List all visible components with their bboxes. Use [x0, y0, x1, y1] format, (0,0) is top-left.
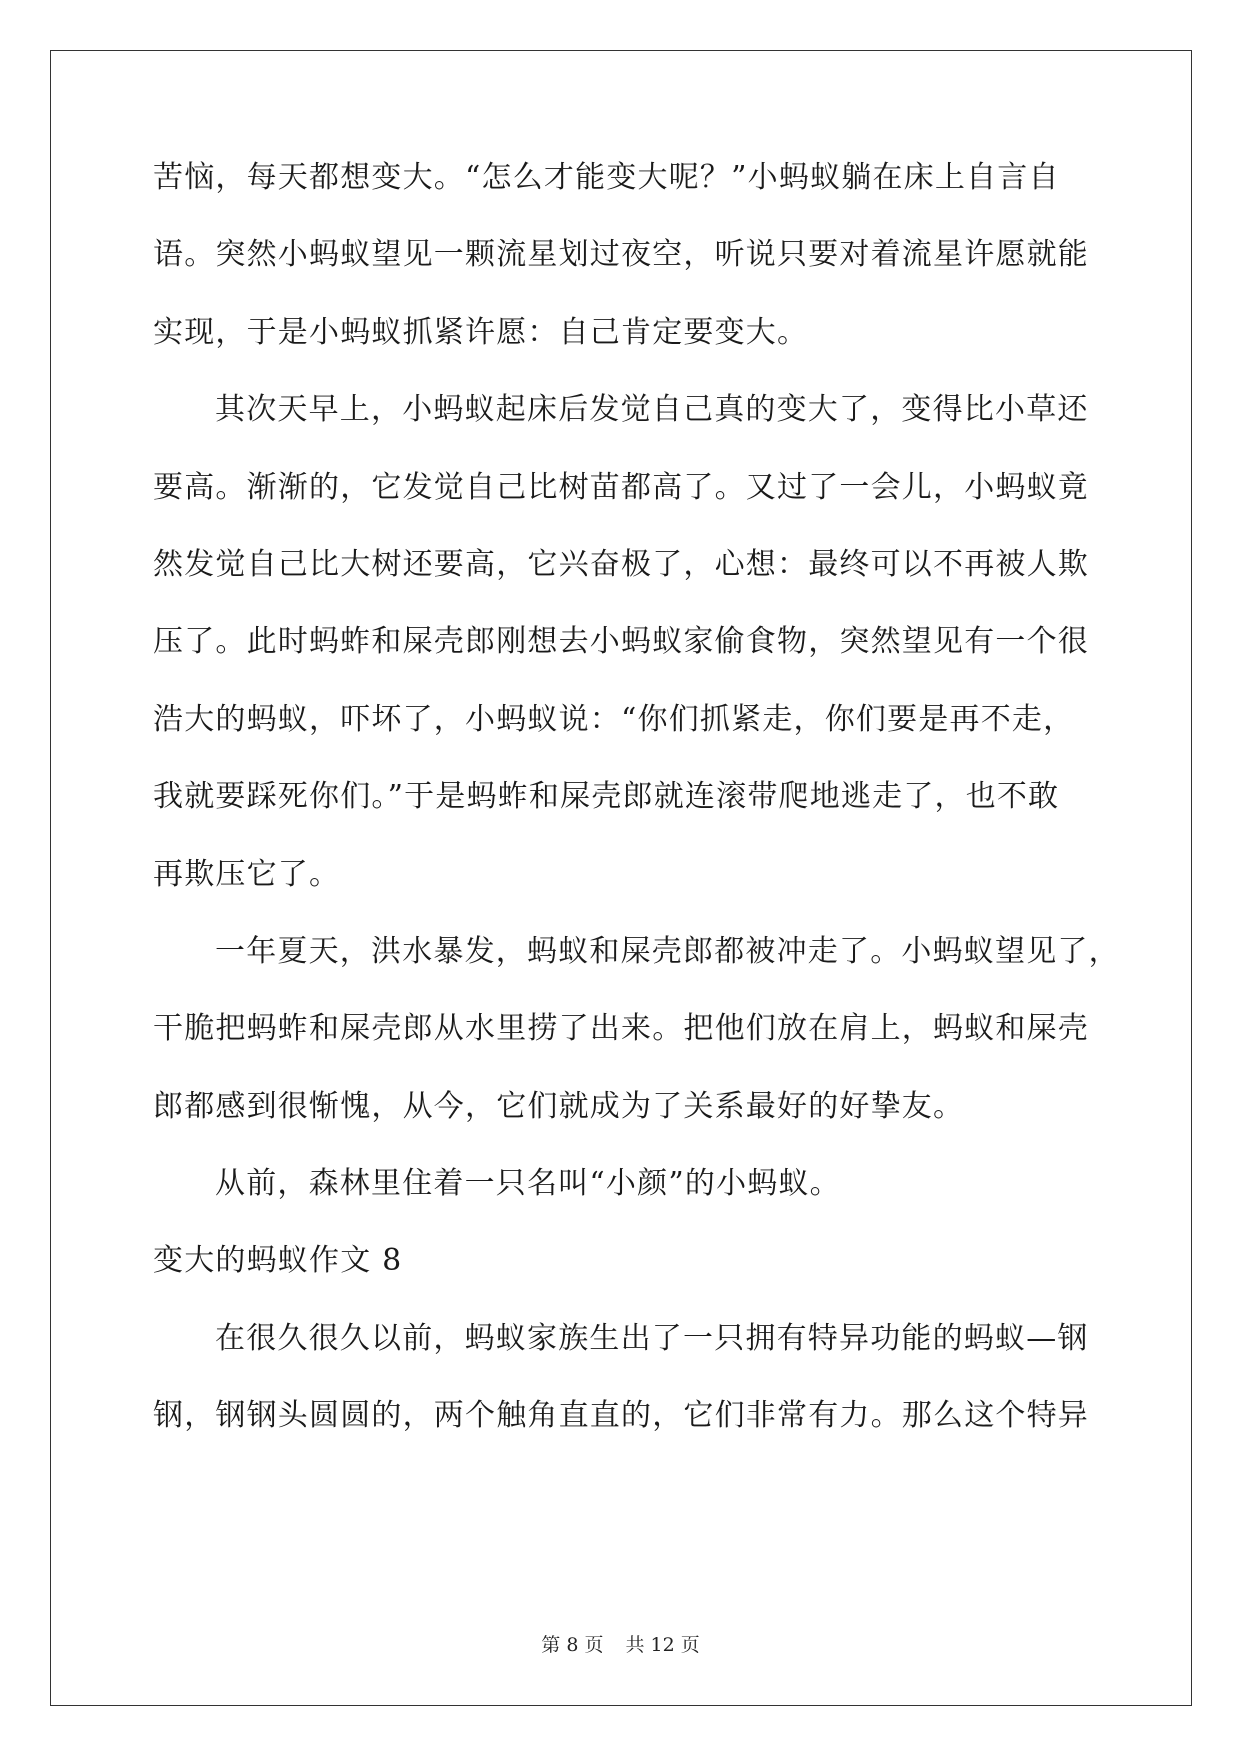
- text-line: 然发觉自己比大树还要高，它兴奋极了，心想：最终可以不再被人欺: [153, 546, 1089, 582]
- text-line: 语。突然小蚂蚁望见一颗流星划过夜空，听说只要对着流星许愿就能: [153, 237, 1089, 273]
- text-line: 浩大的蚂蚁，吓坏了，小蚂蚁说：“你们抓紧走，你们要是再不走，: [153, 701, 1075, 737]
- text-line: 要高。渐渐的，它发觉自己比树苗都高了。又过了一会儿，小蚂蚁竟: [153, 469, 1089, 505]
- text-line: 苦恼，每天都想变大。“怎么才能变大呢？”小蚂蚁躺在床上自言自: [153, 160, 1060, 195]
- page-number: 第 8 页: [541, 1634, 604, 1656]
- text-line: 我就要踩死你们。”于是蚂蚱和屎壳郎就连滚带爬地逃走了，也不敢: [153, 779, 1060, 815]
- section-heading: 变大的蚂蚁作文 8: [153, 1243, 403, 1279]
- text-line: 实现，于是小蚂蚁抓紧许愿：自己肯定要变大。: [153, 314, 809, 350]
- text-line: 干脆把蚂蚱和屎壳郎从水里捞了出来。把他们放在肩上，蚂蚁和屎壳: [153, 1011, 1089, 1047]
- text-line: 郎都感到很惭愧，从今，它们就成为了关系最好的好挚友。: [153, 1088, 965, 1124]
- paragraph-start-line: 一年夏天，洪水暴发，蚂蚁和屎壳郎都被冲走了。小蚂蚁望见了，: [215, 933, 1120, 969]
- page-total: 共 12 页: [625, 1634, 700, 1656]
- document-body: [153, 160, 1120, 1479]
- text-line: 钢，钢钢头圆圆的，两个触角直直的，它们非常有力。那么这个特异: [153, 1398, 1089, 1434]
- text-line: 再欺压它了。: [153, 856, 341, 892]
- paragraph-start-line: 从前，森林里住着一只名叫“小颜”的小蚂蚁。: [215, 1166, 841, 1202]
- text-line: 压了。此时蚂蚱和屎壳郎刚想去小蚂蚁家偷食物，突然望见有一个很: [153, 624, 1089, 660]
- page-footer: [0, 1630, 1241, 1657]
- paragraph-start-line: 其次天早上，小蚂蚁起床后发觉自己真的变大了，变得比小草还: [215, 392, 1089, 428]
- paragraph-start-line: 在很久很久以前，蚂蚁家族生出了一只拥有特异功能的蚂蚁—钢: [215, 1320, 1089, 1356]
